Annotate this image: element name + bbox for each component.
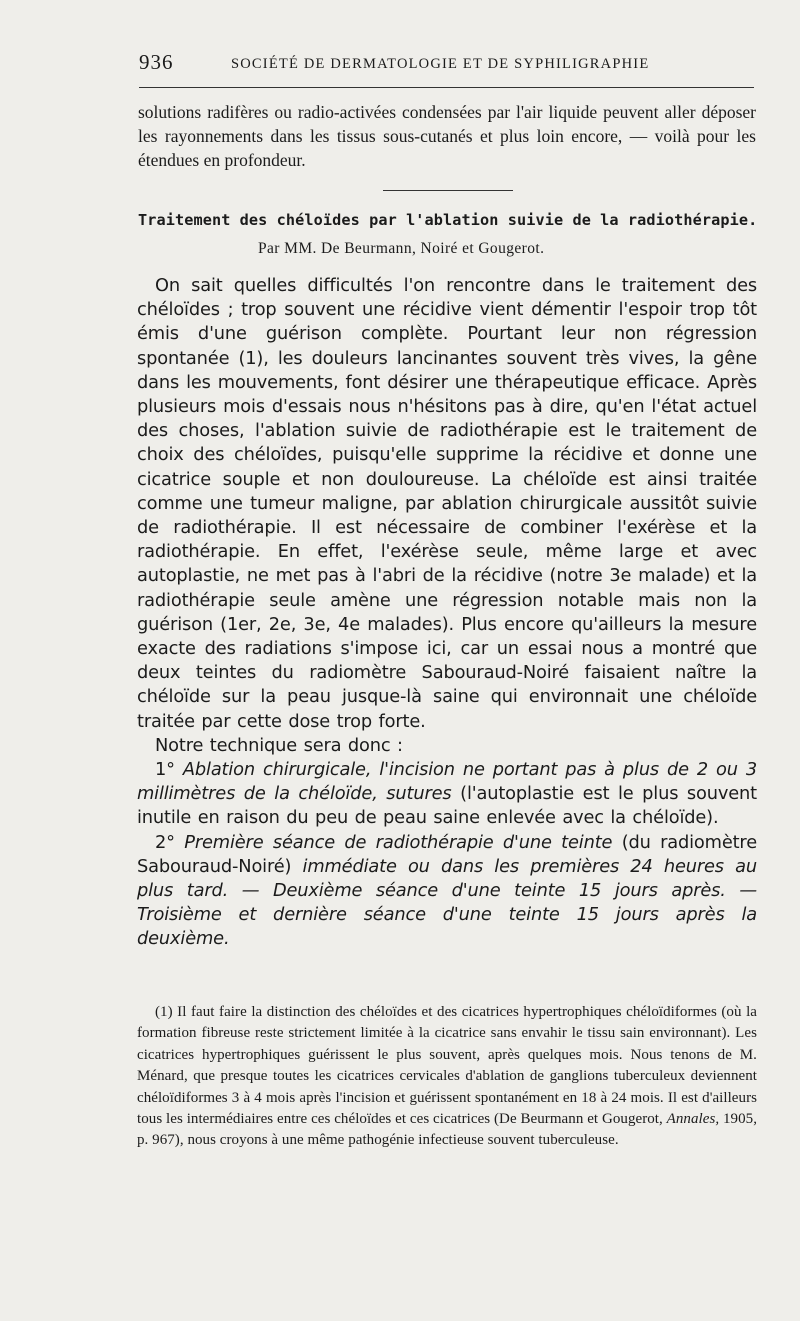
- running-head: SOCIÉTÉ DE DERMATOLOGIE ET DE SYPHILIGRAPHIE: [231, 56, 650, 72]
- footnote-journal: Annales,: [666, 1111, 720, 1128]
- page-number: 936: [139, 50, 174, 74]
- footnote: [137, 1002, 757, 1152]
- article-title: Traitement des chéloïdes par l'ablation suivie de la radiothérapie.: [138, 211, 758, 229]
- carryover-paragraph: [138, 100, 756, 172]
- footnote-text: [137, 1002, 757, 1152]
- step-2-plain-a: (du radiomètre Sabouraud-Noiré): [137, 831, 757, 877]
- footnote-text-a: (1) Il faut faire la distinction des chéloïdes et des cicatrices hypertrophiques chéloïdiformes (où la formation fibreuse reste strictement limitée à la cicatrice sans envahir le tissu sain environnant). Les cicatrices hypertrophiques guérissent le plus souvent, après quelques mois. Nous tenons de M. Ménard, que presque toutes les cicatrices cervicales d'ablation de ganglions tuberculeux deviennent chéloïdiformes 3 à 4 mois après l'incision et guérissent spontanément en 18 à 24 mois. Il est d'ailleurs tous les intermédiaires entre ces chéloïdes et ces cicatrices (De Beurmann et Gougerot,: [137, 1004, 757, 1128]
- step-2-number: 2°: [155, 831, 175, 853]
- step-1-number: 1°: [155, 759, 175, 781]
- step-2-italic-b: immédiate ou dans les premières 24 heures au plus tard. — Deuxième séance d'une teinte 15 jours après. — Troisième et dernière séance d'une teinte 15 jours après la deuxième.: [137, 855, 757, 950]
- page-header: [139, 50, 755, 76]
- step-1-italic: Ablation chirurgicale, l'incision ne portant pas à plus de 2 ou 3 millimètres de la chéloïde, sutures: [137, 759, 757, 805]
- section-divider: [383, 190, 513, 191]
- paragraph-technique: Notre technique sera donc :: [155, 734, 403, 756]
- article-authors: Par MM. De Beurmann, Noiré et Gougerot.: [258, 240, 545, 257]
- carryover-text: solutions radifères ou radio-activées condensées par l'air liquide peuvent aller déposer les rayonnements dans les tissus sous-cutanés et plus loin encore, — voilà pour les étendues en profondeur.: [138, 102, 756, 170]
- footnote-text-b: 1905, p. 967), nous croyons à une même pathogénie infectieuse souvent tuberculeuse.: [137, 1111, 757, 1149]
- paragraph-intro: On sait quelles difficultés l'on rencontre dans le traitement des chéloïdes ; trop souvent une récidive vient démentir l'espoir trop tôt émis d'une guérison complète. Pourtant leur non régression spontanée (1), les douleurs lancinantes souvent très vives, la gêne dans les mouvements, font désirer une thérapeutique efficace. Après plusieurs mois d'essais nous n'hésitons pas à dire, qu'en l'état actuel des choses, l'ablation suivie de radiothérapie est le traitement de choix des chéloïdes, puisqu'elle supprime la récidive et donne une cicatrice souple et non douloureuse. La chéloïde est ainsi traitée comme une tumeur maligne, par ablation chirurgicale aussitôt suivie de radiothérapie. Il est nécessaire de combiner l'exérèse et la radiothérapie. En effet, l'exérèse seule, même large et avec autoplastie, ne met pas à l'abri de la récidive (notre 3e malade) et la radiothérapie seule amène une régression notable mais non la guérison (1er, 2e, 3e, 4e malades). Plus encore qu'ailleurs la mesure exacte des radiations s'impose ici, car un essai nous a montré que deux teintes du radiomètre Sabouraud-Noiré faisaient naître la chéloïde sur la peau jusque-là saine qui environnait une chéloïde traitée par cette dose trop forte.: [137, 275, 757, 732]
- step-2-italic-a: Première séance de radiothérapie d'une teinte: [184, 831, 613, 853]
- step-1: [137, 758, 757, 831]
- step-1-rest: (l'autoplastie est le plus souvent inutile en raison du peu de peau saine enlevée avec la chéloïde).: [137, 783, 757, 829]
- step-2: [137, 831, 757, 952]
- header-rule: [139, 87, 754, 88]
- article-body: [137, 274, 757, 952]
